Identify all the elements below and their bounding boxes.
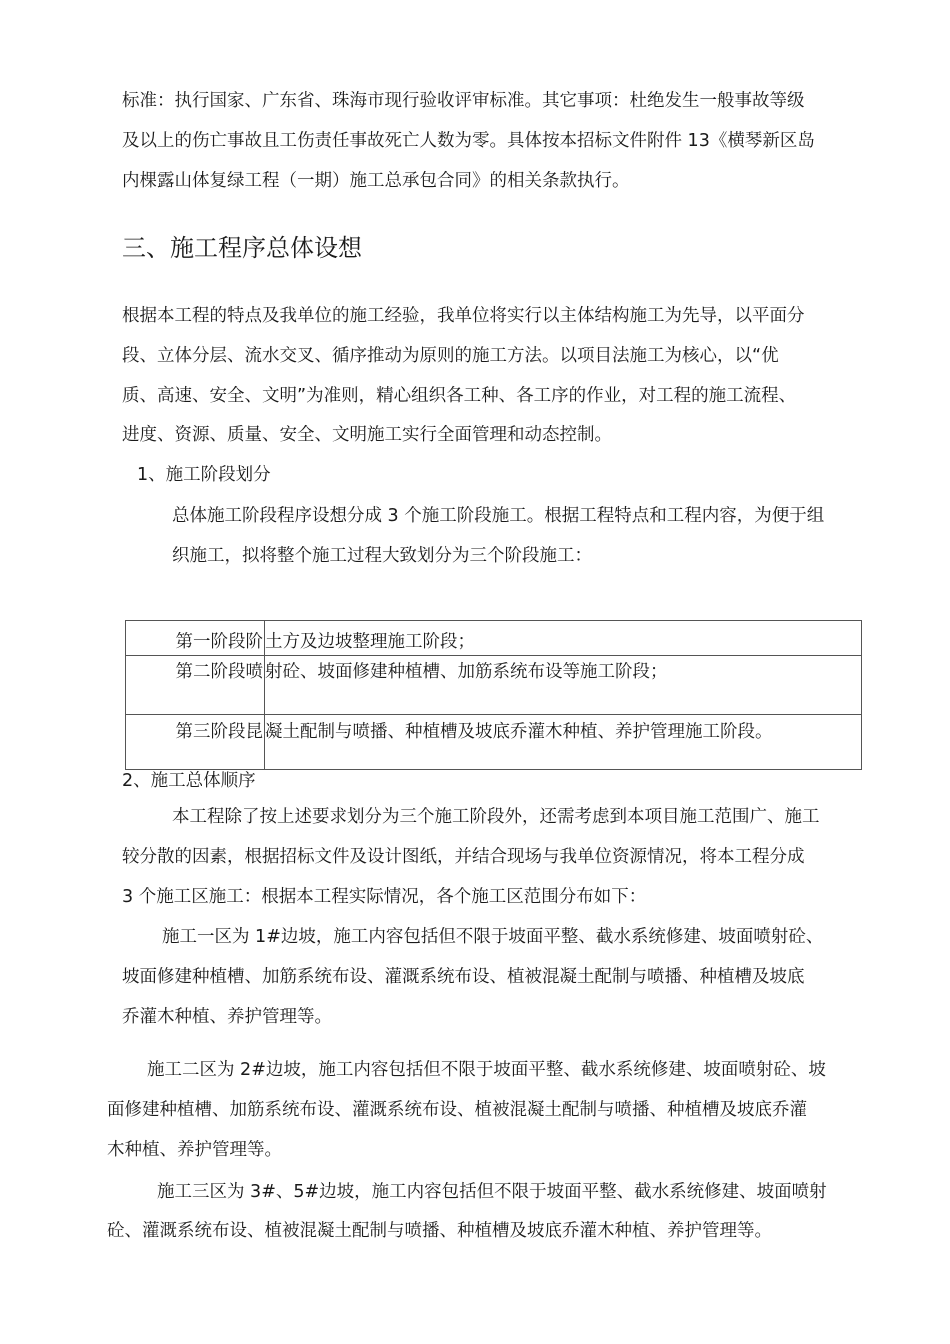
table-row <box>126 715 862 770</box>
phase-label-cell <box>126 715 265 770</box>
zone-3-line-2: 砼、灌溉系统布设、植被混凝土配制与喷播、种植槽及坡底乔灌木种植、养护管理等。 <box>107 1221 772 1241</box>
subsection-2-line-1: 本工程除了按上述要求划分为三个施工阶段外，还需考虑到本项目施工范围广、施工 <box>172 807 820 827</box>
intro-line-2: 及以上的伤亡事故且工伤责任事故死亡人数为零。具体按本招标文件附件 13《横琴新区岛 <box>122 131 815 151</box>
table-row <box>126 621 862 656</box>
phase-content-cell <box>265 656 862 715</box>
zone-1-line-2: 坡面修建种植槽、加筋系统布设、灌溉系统布设、植被混凝土配制与喷播、种植槽及坡底 <box>122 967 805 987</box>
subsection-2-title: 2、施工总体顺序 <box>122 771 256 791</box>
subsection-1-title: 1、施工阶段划分 <box>137 465 271 485</box>
zone-2-line-3: 木种植、养护管理等。 <box>107 1140 282 1160</box>
subsection-2-line-2: 较分散的因素，根据招标文件及设计图纸，并结合现场与我单位资源情况，将本工程分成 <box>122 847 805 867</box>
subsection-1-line-1: 总体施工阶段程序设想分成 3 个施工阶段施工。根据工程特点和工程内容，为便于组 <box>172 506 825 526</box>
section-3-title: 三、施工程序总体设想 <box>122 234 362 262</box>
zone-3-line-1: 施工三区为 3#、5#边坡，施工内容包括但不限于坡面平整、截水系统修建、坡面喷射 <box>157 1182 827 1202</box>
zone-2-line-2: 面修建种植槽、加筋系统布设、灌溉系统布设、植被混凝土配制与喷播、种植槽及坡底乔灌 <box>107 1100 807 1120</box>
phase-label-cell <box>126 621 265 656</box>
intro-line-3: 内棵露山体复绿工程（一期）施工总承包合同》的相关条款执行。 <box>122 171 630 191</box>
zone-1-line-1: 施工一区为 1#边坡，施工内容包括但不限于坡面平整、截水系统修建、坡面喷射砼、 <box>162 927 824 947</box>
zone-1-line-3: 乔灌木种植、养护管理等。 <box>122 1007 332 1027</box>
section-3-line-3: 质、高速、安全、文明”为准则，精心组织各工种、各工序的作业，对工程的施工流程、 <box>122 386 797 406</box>
section-3-line-4: 进度、资源、质量、安全、文明施工实行全面管理和动态控制。 <box>122 425 612 445</box>
phase-label: 第二阶段喷 <box>175 662 263 682</box>
phase-content-cell <box>265 621 862 656</box>
table-row <box>126 656 862 715</box>
phase-label: 第三阶段昆 <box>175 722 263 742</box>
zone-2-line-1: 施工二区为 2#边坡，施工内容包括但不限于坡面平整、截水系统修建、坡面喷射砼、坡 <box>147 1060 826 1080</box>
section-3-line-2: 段、立体分层、流水交叉、循序推动为原则的施工方法。以项目法施工为核心，以“优 <box>122 346 779 366</box>
subsection-2-line-3: 3 个施工区施工：根据本工程实际情况，各个施工区范围分布如下： <box>122 887 647 907</box>
phases-table <box>125 620 862 770</box>
phase-label-cell <box>126 656 265 715</box>
phase-content: 凝土配制与喷播、种植槽及坡底乔灌木种植、养护管理施工阶段。 <box>265 722 773 742</box>
phase-content-cell <box>265 715 862 770</box>
phase-content: 土方及边坡整理施工阶段； <box>265 632 475 652</box>
intro-line-1: 标准：执行国家、广东省、珠海市现行验收评审标准。其它事项：杜绝发生一般事故等级 <box>122 91 805 111</box>
subsection-1-line-2: 织施工，拟将整个施工过程大致划分为三个阶段施工： <box>172 546 592 566</box>
phase-label: 第一阶段阶 <box>175 632 263 652</box>
section-3-line-1: 根据本工程的特点及我单位的施工经验，我单位将实行以主体结构施工为先导，以平面分 <box>122 306 805 326</box>
phase-content: 射砼、坡面修建种植槽、加筋系统布设等施工阶段； <box>265 662 668 682</box>
